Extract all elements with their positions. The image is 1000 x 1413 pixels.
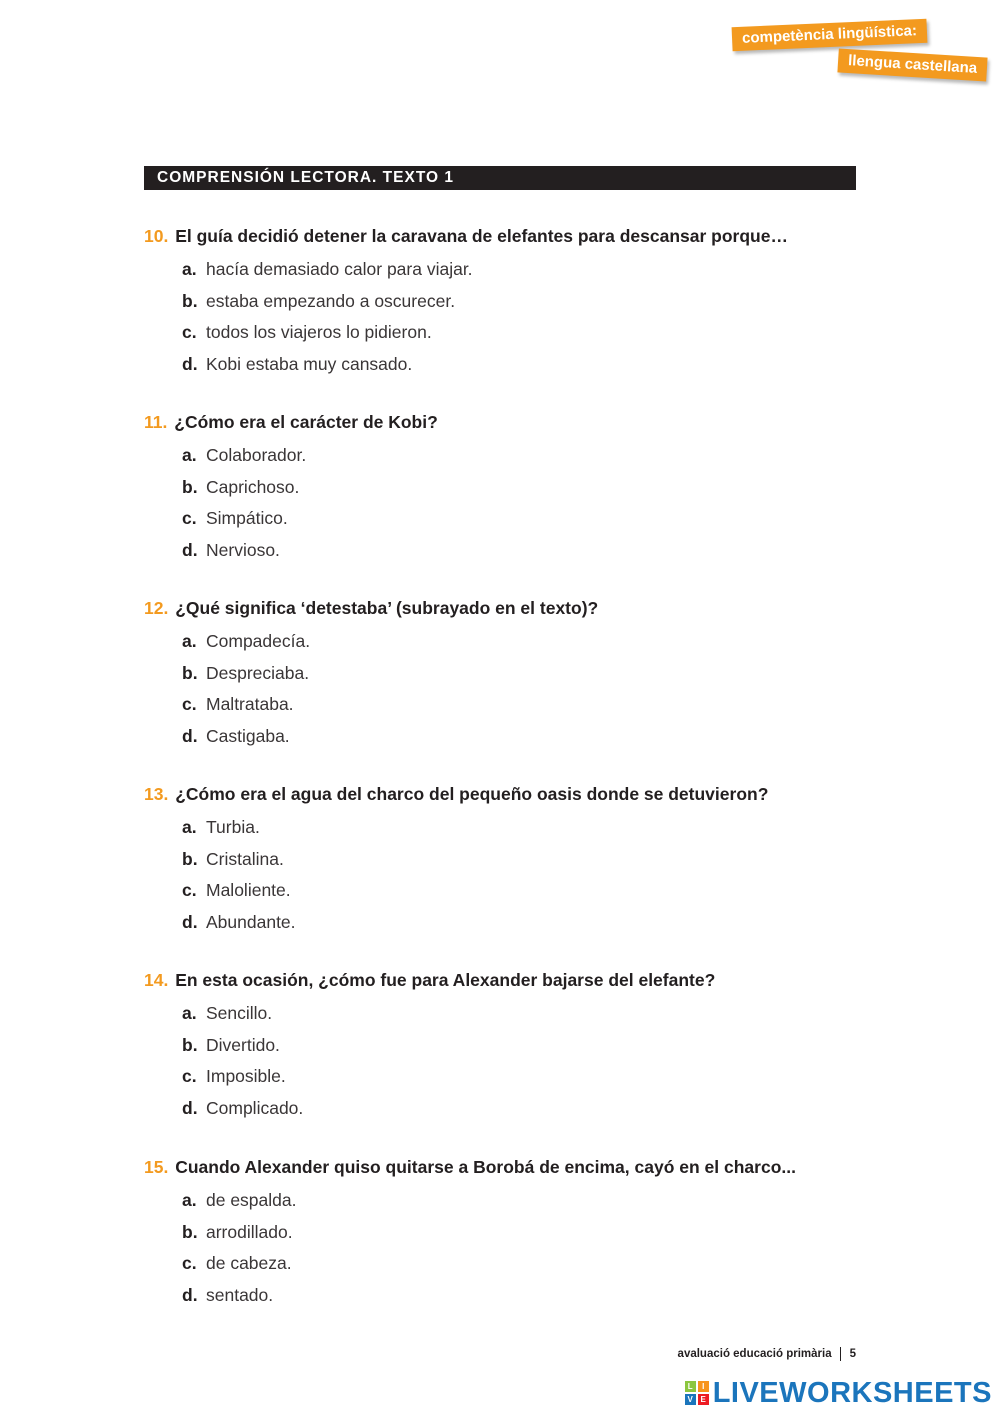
question-heading: [144, 409, 874, 435]
question-text: ¿Qué significa ‘detestaba’ (subrayado en el texto)?: [175, 598, 599, 618]
option-letter: a.: [182, 817, 197, 837]
answer-option[interactable]: [182, 1248, 874, 1280]
answer-options: [144, 440, 874, 566]
answer-option[interactable]: [182, 658, 874, 690]
option-text: Caprichoso.: [206, 476, 300, 497]
answer-options: [144, 812, 874, 938]
answer-option[interactable]: [182, 286, 874, 318]
option-letter: a.: [182, 259, 197, 279]
option-text: Nervioso.: [206, 539, 280, 560]
option-text: Maltrataba.: [206, 694, 294, 714]
footer-label: avaluació educació primària: [677, 1348, 832, 1361]
option-letter: d.: [182, 725, 198, 746]
answer-options: [144, 998, 874, 1124]
question-11: [144, 409, 874, 566]
question-heading: [144, 595, 874, 621]
option-text: Despreciaba.: [206, 662, 310, 683]
option-letter: b.: [182, 1221, 198, 1242]
option-text: de espalda.: [206, 1190, 297, 1210]
option-letter: d.: [182, 1097, 198, 1118]
answer-option[interactable]: [182, 503, 874, 535]
option-letter: c.: [182, 508, 197, 528]
option-letter: d.: [182, 539, 198, 560]
answer-options: [144, 254, 874, 380]
answer-option[interactable]: [182, 317, 874, 349]
option-letter: d.: [182, 911, 198, 932]
question-text: El guía decidió detener la caravana de elefantes para descansar porque…: [175, 226, 788, 246]
option-letter: c.: [182, 1253, 197, 1273]
option-letter: b.: [182, 1034, 198, 1055]
answer-option[interactable]: [182, 907, 874, 939]
answer-options: [144, 1185, 874, 1311]
answer-option[interactable]: [182, 440, 874, 472]
logo-cell: V: [685, 1394, 696, 1405]
answer-option[interactable]: [182, 535, 874, 567]
subject-tag-competence: competència lingüística:: [732, 19, 928, 51]
liveworksheets-watermark: [685, 1376, 992, 1410]
section-title: COMPRENSIÓN LECTORA. TEXTO 1: [144, 166, 856, 190]
option-text: Cristalina.: [206, 848, 284, 869]
question-number: 14.: [144, 970, 169, 990]
answer-option[interactable]: [182, 721, 874, 753]
logo-cell: L: [685, 1381, 696, 1392]
answer-option[interactable]: [182, 1061, 874, 1093]
option-text: hacía demasiado calor para viajar.: [206, 259, 473, 279]
option-text: Imposible.: [206, 1066, 286, 1086]
answer-option[interactable]: [182, 998, 874, 1030]
question-text: ¿Cómo era el carácter de Kobi?: [174, 412, 438, 432]
option-letter: a.: [182, 1003, 197, 1023]
question-number: 15.: [144, 1157, 169, 1177]
question-heading: [144, 1154, 874, 1180]
option-text: Complicado.: [206, 1097, 304, 1118]
answer-options: [144, 626, 874, 752]
answer-option[interactable]: [182, 1093, 874, 1125]
answer-option[interactable]: [182, 1280, 874, 1312]
answer-option[interactable]: [182, 1185, 874, 1217]
answer-option[interactable]: [182, 689, 874, 721]
option-text: Simpático.: [206, 508, 288, 528]
option-text: Turbia.: [206, 817, 260, 837]
question-number: 10.: [144, 226, 169, 246]
option-text: estaba empezando a oscurecer.: [206, 290, 456, 311]
answer-option[interactable]: [182, 844, 874, 876]
question-text: Cuando Alexander quiso quitarse a Borobá de encima, cayó en el charco...: [175, 1157, 796, 1177]
question-number: 12.: [144, 598, 169, 618]
answer-option[interactable]: [182, 254, 874, 286]
question-12: [144, 595, 874, 752]
option-letter: b.: [182, 662, 198, 683]
question-10: [144, 223, 874, 380]
question-14: [144, 967, 874, 1124]
option-text: Abundante.: [206, 911, 296, 932]
option-text: Castigaba.: [206, 725, 290, 746]
question-heading: [144, 967, 874, 993]
option-text: Kobi estaba muy cansado.: [206, 353, 413, 374]
option-letter: b.: [182, 476, 198, 497]
question-heading: [144, 223, 874, 249]
option-letter: c.: [182, 1066, 197, 1086]
question-number: 13.: [144, 784, 169, 804]
option-letter: c.: [182, 880, 197, 900]
answer-option[interactable]: [182, 626, 874, 658]
answer-option[interactable]: [182, 1217, 874, 1249]
option-letter: d.: [182, 353, 198, 374]
option-letter: a.: [182, 445, 197, 465]
option-text: de cabeza.: [206, 1253, 292, 1273]
page-footer: [678, 1347, 856, 1361]
answer-option[interactable]: [182, 812, 874, 844]
option-letter: d.: [182, 1284, 198, 1305]
option-text: Colaborador.: [206, 445, 307, 465]
footer-divider: [840, 1347, 841, 1361]
answer-option[interactable]: [182, 472, 874, 504]
option-letter: b.: [182, 848, 198, 869]
option-letter: c.: [182, 322, 197, 342]
subject-tag-language: llengua castellana: [837, 48, 987, 81]
page-number: 5: [849, 1348, 856, 1361]
answer-option[interactable]: [182, 875, 874, 907]
logo-cell: E: [698, 1394, 709, 1405]
option-letter: c.: [182, 694, 197, 714]
question-number: 11.: [144, 412, 168, 432]
option-text: todos los viajeros lo pidieron.: [206, 322, 432, 342]
question-15: [144, 1154, 874, 1311]
logo-cell: I: [698, 1381, 709, 1392]
liveworksheets-logo-icon: [685, 1381, 709, 1405]
question-text: ¿Cómo era el agua del charco del pequeño oasis donde se detuvieron?: [175, 784, 769, 804]
option-letter: a.: [182, 631, 197, 651]
option-text: sentado.: [206, 1284, 274, 1305]
question-heading: [144, 781, 874, 807]
option-text: Maloliente.: [206, 880, 291, 900]
answer-option[interactable]: [182, 349, 874, 381]
option-text: Sencillo.: [206, 1003, 273, 1023]
option-letter: a.: [182, 1190, 197, 1210]
question-text: En esta ocasión, ¿cómo fue para Alexander bajarse del elefante?: [175, 970, 716, 990]
answer-option[interactable]: [182, 1030, 874, 1062]
liveworksheets-wordmark: LIVEWORKSHEETS: [712, 1376, 992, 1409]
question-13: [144, 781, 874, 938]
option-letter: b.: [182, 290, 198, 311]
option-text: Divertido.: [206, 1034, 280, 1055]
option-text: Compadecía.: [206, 631, 311, 651]
option-text: arrodillado.: [206, 1221, 293, 1242]
